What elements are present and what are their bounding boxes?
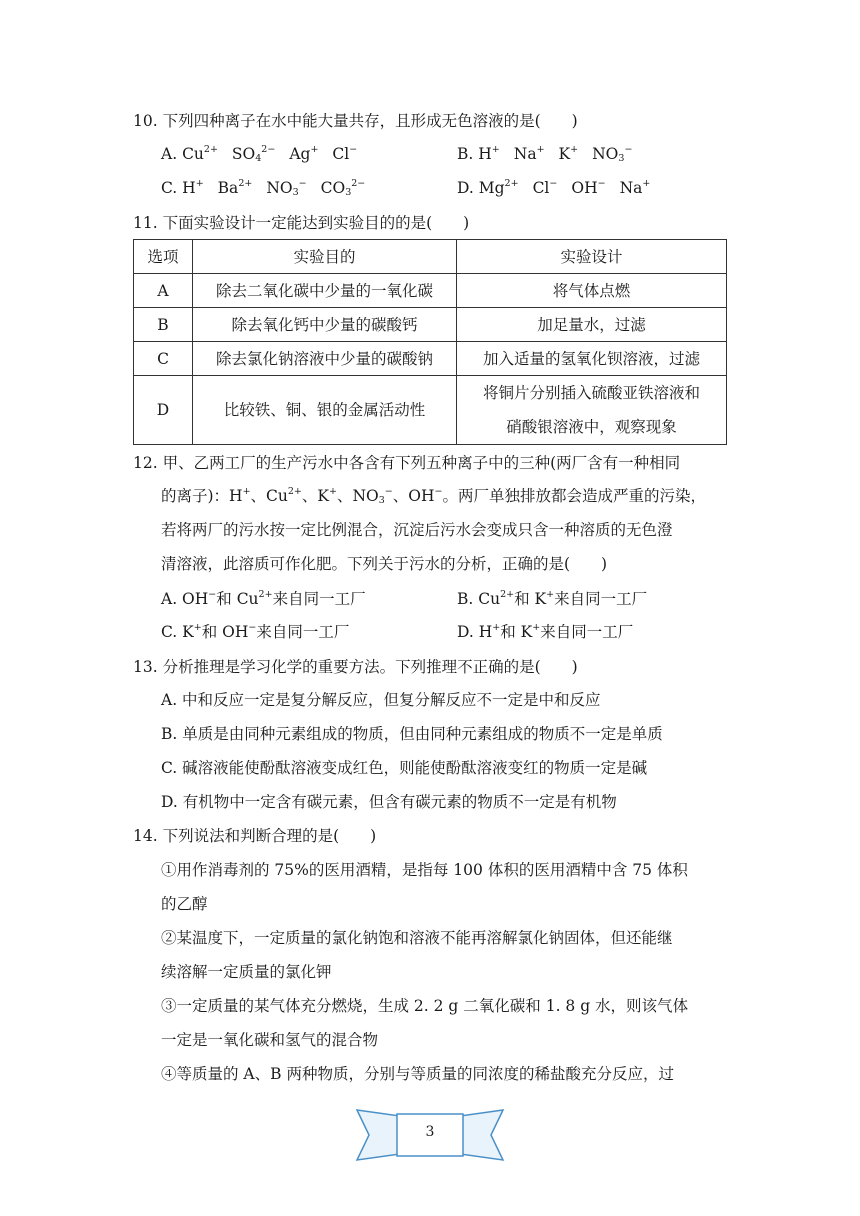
table-row [134,376,727,445]
q11-stem: 11. 下面实验设计一定能达到实验目的的是( ) [133,214,470,232]
row-option: A [134,274,193,308]
row-design: 将气体点燃 [457,274,727,308]
q12-line3: 若将两厂的污水按一定比例混合，沉淀后污水会变成只含一种溶质的无色澄 [161,521,673,539]
header-goal: 实验目的 [193,240,457,274]
q12-line4: 清溶液，此溶质可作化肥。下列关于污水的分析，正确的是( ) [161,555,608,573]
q12-option-a: A. OH−和 $Cu^{2+}$来自同一工厂 [161,589,366,608]
row-design-line2: 硝酸银溶液中，观察现象 [506,418,677,436]
row-option: D [134,376,193,445]
q13-stem: 13. 分析推理是学习化学的重要方法。下列推理不正确的是( ) [133,658,578,676]
q12-line1: 12. 甲、乙两工厂的生产污水中各含有下列五种离子中的三种(两厂含有一种相同 [133,454,681,472]
q10-option-a: A. $Cu^{2+}$ $SO_4^{2-}$ Ag+ Cl− [161,144,358,164]
table-row [134,342,727,376]
q14-statement-4-line1: ④等质量的 A、B 两种物质，分别与等质量的同浓度的稀盐酸充分反应，过 [161,1065,674,1083]
q14-statement-3-line1: ③一定质量的某气体充分燃烧，生成 2. 2 g 二氧化碳和 1. 8 g 水，则该气体 [161,997,689,1015]
page-number: 3 [425,1124,435,1140]
row-goal: 除去氧化钙中少量的碳酸钙 [193,308,457,342]
row-design: 加足量水，过滤 [457,308,727,342]
row-goal: 比较铁、铜、银的金属活动性 [193,376,457,445]
q10-option-d: D. $Mg^{2+}$ Cl− OH− Na+ [457,178,651,197]
q13-option-d: D. 有机物中一定含有碳元素，但含有碳元素的物质不一定是有机物 [161,793,617,811]
row-option: C [134,342,193,376]
q12-line2: 的离子)：H+、$Cu^{2+}$、K+、$NO_3^-$、OH−。两厂单独排放都会造成严重的污染， [161,486,706,506]
q13-option-a: A. 中和反应一定是复分解反应，但复分解反应不一定是中和反应 [161,691,601,709]
q12-option-b: B. $Cu^{2+}$和 K+来自同一工厂 [457,589,648,608]
row-design [457,376,727,445]
q14-statement-3-line2: 一定是一氧化碳和氢气的混合物 [161,1031,379,1049]
row-goal: 除去二氧化碳中少量的一氧化碳 [193,274,457,308]
q14-statement-2-line1: ②某温度下，一定质量的氯化钠饱和溶液不能再溶解氯化钠固体，但还能继 [161,929,673,947]
q13-option-b: B. 单质是由同种元素组成的物质，但由同种元素组成的物质不一定是单质 [161,725,663,743]
q12-option-d: D. H+和 K+来自同一工厂 [457,622,634,641]
q12-option-c: C. K+和 OH−来自同一工厂 [161,622,350,641]
table-row [134,308,727,342]
header-option: 选项 [134,240,193,274]
q13-option-c: C. 碱溶液能使酚酞溶液变成红色，则能使酚酞溶液变红的物质一定是碱 [161,759,648,777]
header-design: 实验设计 [457,240,727,274]
row-goal: 除去氯化钠溶液中少量的碳酸钠 [193,342,457,376]
q10-option-c: C. H+ $Ba^{2+}$ $NO_3^-$ $CO_3^{2-}$ [161,178,366,198]
row-option: B [134,308,193,342]
q14-statement-1-line2: 的乙醇 [161,895,208,913]
row-design: 加入适量的氢氧化钡溶液，过滤 [457,342,727,376]
q14-statement-2-line2: 续溶解一定质量的氯化钾 [161,963,332,981]
q14-statement-1-line1: ①用作消毒剂的 75%的医用酒精，是指每 100 体积的医用酒精中含 75 体积 [161,861,688,879]
q10-option-b: B. H+ Na+ K+ $NO_3^-$ [457,144,633,164]
q10-stem: 10. 下列四种离子在水中能大量共存，且形成无色溶液的是( ) [133,112,578,130]
row-design-line1: 将铜片分别插入硫酸亚铁溶液和 [482,384,700,402]
table-header-row [134,240,727,274]
experiment-table [133,239,727,445]
q14-stem: 14. 下列说法和判断合理的是( ) [133,827,377,845]
table-row [134,274,727,308]
